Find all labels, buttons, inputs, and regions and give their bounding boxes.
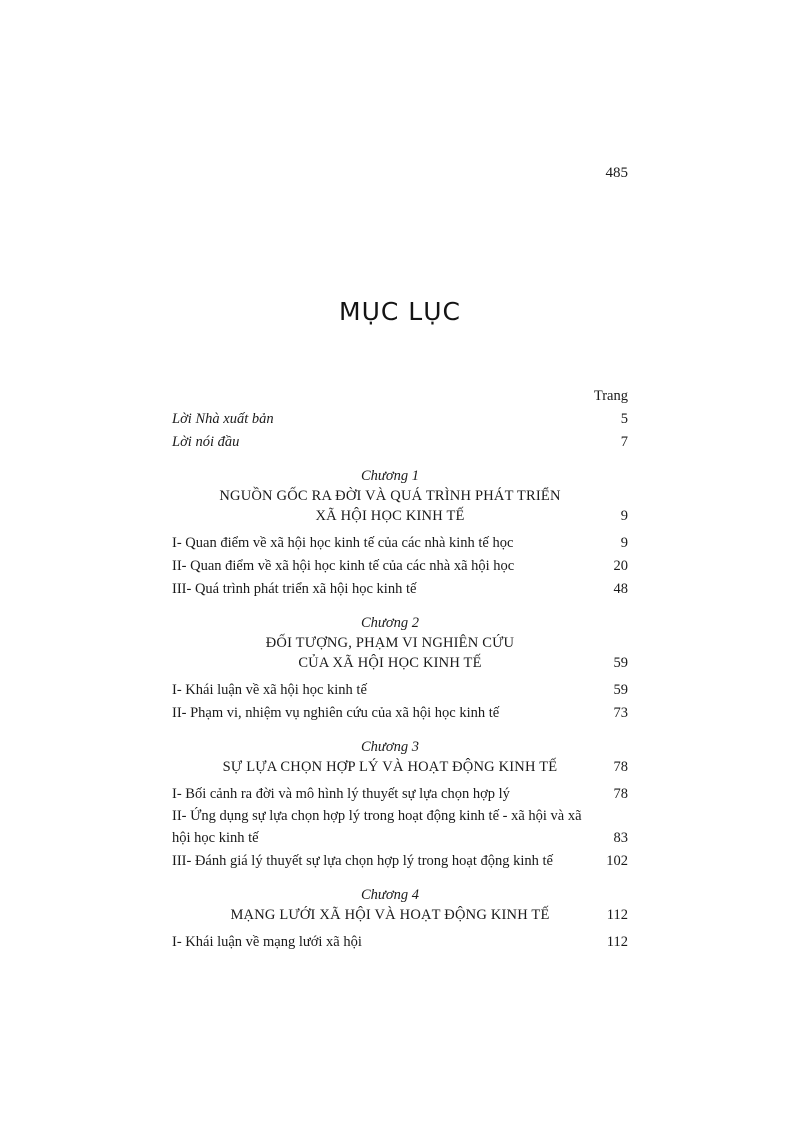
chapter-number: Chương 1 xyxy=(361,468,419,484)
toc-entry-label: I- Quan điểm về xã hội học kinh tế của các nhà kinh tế học xyxy=(172,535,514,551)
chapter-title-line: SỰ LỰA CHỌN HỢP LÝ VÀ HOẠT ĐỘNG KINH TẾ xyxy=(222,759,558,775)
toc-entry-page: 7 xyxy=(620,434,628,450)
chapter-page: 112 xyxy=(606,907,628,923)
toc-entry-page: 102 xyxy=(606,853,628,869)
page-column-header: Trang xyxy=(593,388,628,404)
chapter-title-line: NGUỒN GỐC RA ĐỜI VÀ QUÁ TRÌNH PHÁT TRIỂN xyxy=(219,488,561,504)
chapter-heading[interactable] xyxy=(172,466,628,526)
toc-entry-section[interactable] xyxy=(172,782,628,805)
chapter-heading[interactable] xyxy=(172,737,628,777)
chapter-heading[interactable] xyxy=(172,885,628,925)
toc-entry-label: II- Ứng dụng sự lựa chọn hợp lý trong hoạt động kinh tế - xã hội và xã hội học kinh tế xyxy=(172,808,582,846)
table-of-contents xyxy=(172,385,628,953)
chapter-title-line: ĐỐI TƯỢNG, PHẠM VI NGHIÊN CỨU xyxy=(265,635,515,651)
toc-entry-section[interactable] xyxy=(172,577,628,600)
chapter-number: Chương 3 xyxy=(361,739,419,755)
toc-entry-label: I- Bối cảnh ra đời và mô hình lý thuyết sự lựa chọn hợp lý xyxy=(172,786,510,802)
toc-entry-front-matter[interactable] xyxy=(172,430,628,453)
toc-entry-section[interactable] xyxy=(172,701,628,724)
toc-entry-section[interactable] xyxy=(172,678,628,701)
toc-entry-label: I- Khái luận về xã hội học kinh tế xyxy=(172,682,367,698)
chapter-title-line: CỦA XÃ HỘI HỌC KINH TẾ xyxy=(298,655,482,671)
chapter-title-line: MẠNG LƯỚI XÃ HỘI VÀ HOẠT ĐỘNG KINH TẾ xyxy=(230,907,550,923)
toc-entry-label: III- Quá trình phát triển xã hội học kinh tế xyxy=(172,581,417,597)
toc-entry-section[interactable] xyxy=(172,531,628,554)
toc-entry-page: 73 xyxy=(613,705,628,721)
chapter-page: 59 xyxy=(613,655,628,671)
chapter-page: 9 xyxy=(620,508,628,524)
toc-entry-label: Lời nói đầu xyxy=(172,434,240,450)
toc-entry-page: 48 xyxy=(613,581,628,597)
toc-entry-label: II- Phạm vi, nhiệm vụ nghiên cứu của xã hội học kinh tế xyxy=(172,705,500,721)
toc-entry-page: 59 xyxy=(613,682,628,698)
toc-entry-section[interactable] xyxy=(172,849,628,872)
toc-entry-section[interactable] xyxy=(172,805,628,849)
toc-entry-page: 83 xyxy=(613,830,628,846)
toc-entry-label: III- Đánh giá lý thuyết sự lựa chọn hợp lý trong hoạt động kinh tế xyxy=(172,853,553,869)
toc-entry-page: 78 xyxy=(613,786,628,802)
toc-entry-front-matter[interactable] xyxy=(172,407,628,430)
toc-entry-section[interactable] xyxy=(172,930,628,953)
toc-entry-page: 20 xyxy=(613,558,628,574)
toc-entry-page: 5 xyxy=(620,411,628,427)
toc-entry-page: 112 xyxy=(606,934,628,950)
toc-entry-label: II- Quan điểm về xã hội học kinh tế của các nhà xã hội học xyxy=(172,558,515,574)
toc-entry-section[interactable] xyxy=(172,554,628,577)
toc-title: MỤC LỤC xyxy=(339,297,461,326)
chapter-number: Chương 2 xyxy=(361,615,419,631)
chapter-page: 78 xyxy=(613,759,628,775)
chapter-number: Chương 4 xyxy=(361,887,419,903)
toc-entry-label: I- Khái luận về mạng lưới xã hội xyxy=(172,934,362,950)
chapter-heading[interactable] xyxy=(172,613,628,673)
chapter-title-line: XÃ HỘI HỌC KINH TẾ xyxy=(315,508,465,524)
toc-entry-page: 9 xyxy=(620,535,628,551)
toc-entry-label: Lời Nhà xuất bản xyxy=(172,411,274,427)
page-number: 485 xyxy=(605,165,628,181)
